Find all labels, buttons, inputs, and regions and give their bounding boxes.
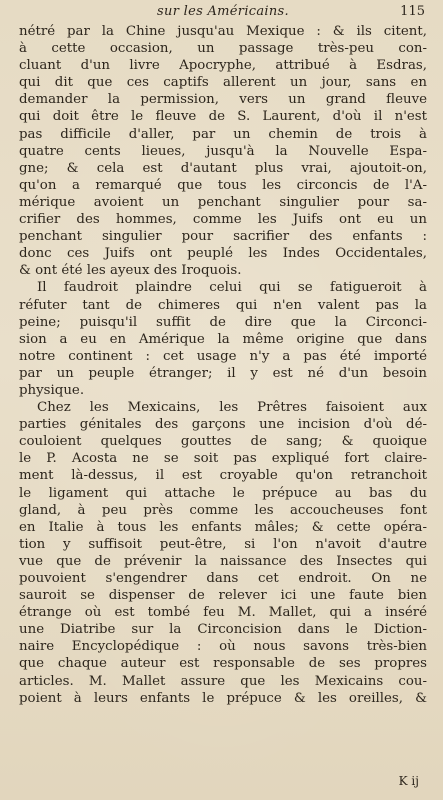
text-line: pas difficile d'aller, par un chemin de trois à (19, 126, 427, 142)
text-line: notre continent : cet usage n'y a pas été importé (19, 348, 427, 364)
text-line: Chez les Mexicains, les Prêtres faisoient aux (37, 400, 427, 416)
text-line: par un peuple étranger; il y est né d'un besoin (19, 365, 427, 381)
text-line: naire Encyclopédique : où nous savons très-bien (19, 639, 427, 655)
text-line: quatre cents lieues, jusqu'à la Nouvelle Espa- (19, 143, 427, 159)
text-line: gne; & cela est d'autant plus vrai, ajoutoit-on, (19, 160, 427, 176)
text-line: le ligament qui attache le prépuce au bas du (19, 485, 427, 501)
text-line: sauroit se dispenser de relever ici une faute bien (19, 588, 427, 604)
text-line: en Italie à tous les enfants mâles; & cette opéra- (19, 519, 427, 535)
text-line: articles. M. Mallet assure que les Mexicains cou- (19, 673, 427, 689)
text-line: que chaque auteur est responsable de ses propres (19, 656, 427, 672)
signature-mark: K ij (398, 774, 419, 788)
text-line: réfuter tant de chimeres qui n'en valent pas la (19, 297, 427, 313)
running-head: sur les Américains. (157, 4, 289, 19)
text-line: tion y suffisoit peut-être, si l'on n'avoit d'autre (19, 536, 427, 552)
text-line: mérique avoient un penchant singulier pour sa- (19, 194, 427, 210)
text-line: le P. Acosta ne se soit pas expliqué fort claire- (19, 451, 427, 467)
text-line: & ont été les ayeux des Iroquois. (19, 263, 242, 279)
text-line: pouvoient s'engendrer dans cet endroit. On ne (19, 571, 427, 586)
text-line: penchant singulier pour sacrifier des enfants : (19, 229, 427, 245)
text-line: gland, à peu près comme les accoucheuses font (19, 502, 427, 518)
text-line: qui doit être le fleuve de S. Laurent, d'où il n'est (19, 109, 427, 125)
text-line: qu'on a remarqué que tous les circoncis de l'A- (19, 177, 427, 193)
page-header (19, 4, 427, 23)
text-line: qui dit que ces captifs allerent un jour, sans en (19, 75, 427, 91)
text-line: vue que de prévenir la naissance des Insectes qui (19, 553, 427, 569)
text-line: poient à leurs enfants le prépuce & les oreilles, & (19, 690, 427, 706)
text-line: nétré par la Chine jusqu'au Mexique : & ils citent, (19, 24, 427, 39)
text-line: étrange où est tombé feu M. Mallet, qui a inséré (19, 605, 427, 621)
text-line: couloient quelques gouttes de sang; & quoique (19, 434, 427, 450)
page-number: 115 (400, 4, 425, 19)
text-line: demander la permission, vers un grand fleuve (19, 92, 427, 108)
text-line: cluant d'un livre Apocryphe, attribué à Esdras, (19, 58, 427, 74)
text-line: physique. (19, 382, 85, 398)
text-line: peine; puisqu'il suffit de dire que la Circonci- (19, 314, 427, 330)
text-line: à cette occasion, un passage très-peu con- (19, 41, 427, 57)
text-line: parties génitales des garçons une incision d'où dé- (19, 417, 427, 433)
text-line: une Diatribe sur la Circoncision dans le Diction- (19, 622, 427, 638)
text-line: ment là-dessus, il est croyable qu'on retranchoit (19, 468, 427, 484)
text-line: donc ces Juifs ont peuplé les Indes Occidentales, (19, 246, 427, 262)
text-line: Il faudroit plaindre celui qui se fatigueroit à (37, 280, 427, 296)
body-text (19, 23, 427, 707)
text-line: sion a eu en Amérique la même origine que dans (19, 331, 427, 347)
text-line: crifier des hommes, comme les Juifs ont eu un (19, 212, 427, 228)
